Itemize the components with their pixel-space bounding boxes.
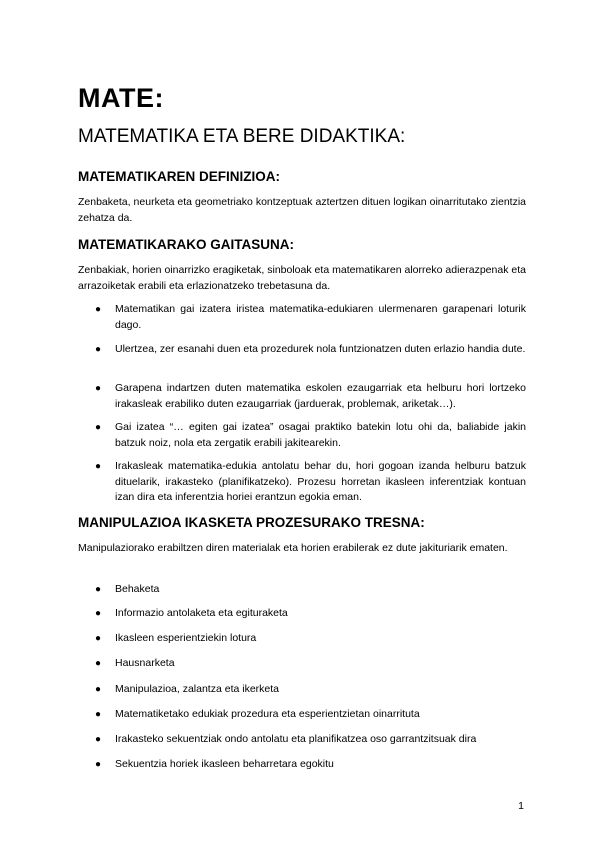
bullet-icon: ● <box>95 633 102 644</box>
list-item-text: Behaketa <box>115 583 160 595</box>
list-item <box>78 381 526 412</box>
list-item <box>78 682 526 698</box>
bullet-icon: ● <box>95 422 102 433</box>
list-item-text: Manipulazioa, zalantza eta ikerketa <box>115 683 280 695</box>
bullet-icon: ● <box>95 461 102 472</box>
list-item <box>78 582 526 598</box>
bullet-icon: ● <box>95 684 102 695</box>
bullet-icon: ● <box>95 709 102 720</box>
list-item <box>78 606 526 622</box>
list-item <box>78 342 525 358</box>
section-paragraph-gaitasuna: Zenbakiak, horien oinarrizko eragiketak, sinboloak eta matematikaren alorreko adierazpenak eta arrazoiketak erabili eta erlazionatzeko trebetasuna da. <box>78 264 526 292</box>
section-heading-definizioa: MATEMATIKAREN DEFINIZIOA: <box>78 169 280 184</box>
list-item-text: Matematikan gai izatera iristea matematika-edukiaren ulermenaren garapenari loturik dago. <box>115 303 526 331</box>
page-title: MATE: <box>78 83 164 113</box>
bullet-icon: ● <box>95 759 102 770</box>
list-item-text: Hausnarketa <box>115 657 175 669</box>
list-item <box>78 459 526 506</box>
list-item-text: Irakasteko sekuentziak ondo antolatu eta planifikatzea oso garrantzitsuak dira <box>115 733 477 745</box>
list-item-text: Sekuentzia horiek ikasleen beharretara egokitu <box>115 758 334 770</box>
bullet-icon: ● <box>95 344 102 355</box>
bullet-icon: ● <box>95 584 102 595</box>
bullet-icon: ● <box>95 608 102 619</box>
section-paragraph-definizioa: Zenbaketa, neurketa eta geometriako kontzeptuak aztertzen dituen logikan oinarritutako zientzia zehatza da. <box>78 196 526 224</box>
list-item <box>78 656 526 672</box>
list-item-text: Gai izatea “… egiten gai izatea” osagai praktiko batekin lotu ohi da, baliabide jakin batzuk noiz, nola eta zergatik erabili jakitearekin. <box>115 421 526 449</box>
page-number: 1 <box>518 800 524 812</box>
page-subtitle: MATEMATIKA ETA BERE DIDAKTIKA: <box>78 126 406 147</box>
list-item <box>78 302 526 333</box>
bullet-icon: ● <box>95 734 102 745</box>
bullet-icon: ● <box>95 304 102 315</box>
list-item <box>78 420 526 451</box>
bullet-icon: ● <box>95 658 102 669</box>
list-item <box>78 631 526 647</box>
list-item-text: Garapena indartzen duten matematika eskolen ezaugarriak eta helburu hori lortzeko irakasleak erabiliko duten ezaugarriak (jarduerak, problemak, ariketak…). <box>115 382 526 410</box>
list-item-text: Ikasleen esperientziekin lotura <box>115 632 257 644</box>
section-paragraph-manipulazioa: Manipulaziorako erabiltzen diren materialak eta horien erabilerak ez dute jakituriarik ematen. <box>78 542 508 554</box>
bullet-icon: ● <box>95 383 102 394</box>
section-heading-manipulazioa: MANIPULAZIOA IKASKETA PROZESURAKO TRESNA: <box>78 515 425 530</box>
list-item <box>78 757 526 773</box>
list-item <box>78 732 526 748</box>
section-heading-gaitasuna: MATEMATIKARAKO GAITASUNA: <box>78 237 294 252</box>
list-item-text: Informazio antolaketa eta egituraketa <box>115 607 288 619</box>
list-item-text: Matematiketako edukiak prozedura eta esperientzietan oinarrituta <box>115 708 420 720</box>
list-item-text: Irakasleak matematika-edukia antolatu behar du, hori gogoan izanda helburu batzuk dituelarik, irakasteko (planifikatzeko). Prozesu horretan ikasleen inferentziak kontuan izan dira eta inferentzia horiei erantzun egokia eman. <box>115 460 526 503</box>
list-item-text: Ulertzea, zer esanahi duen eta prozedurek nola funtzionatzen duten erlazio handia dute. <box>115 343 526 355</box>
list-item <box>78 707 526 723</box>
